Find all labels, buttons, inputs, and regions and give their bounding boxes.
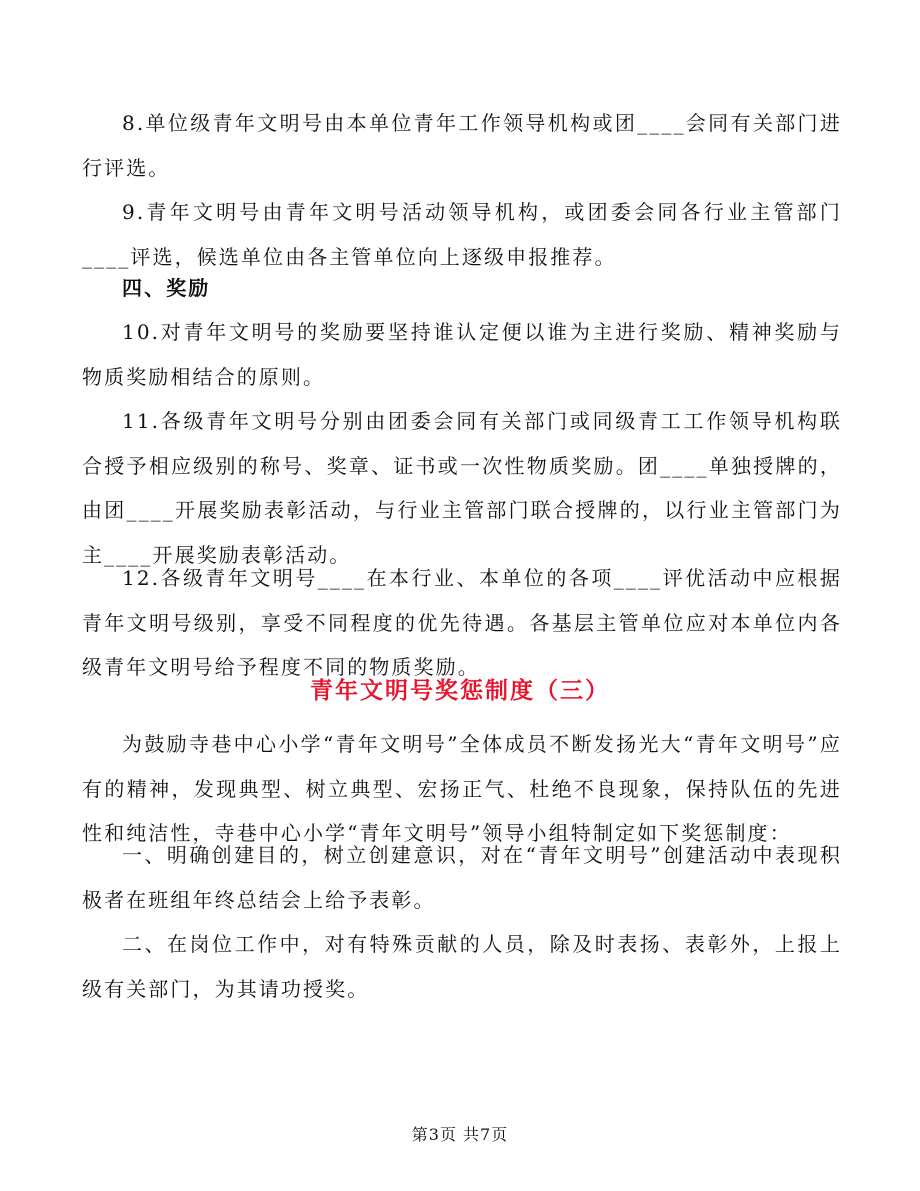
paragraph-item-10: 10.对青年文明号的奖励要坚持谁认定便以谁为主进行奖励、精神奖励与物质奖励相结合的原则。 — [82, 320, 842, 389]
page-number-footer: 第3页 共7页 — [411, 1125, 509, 1144]
rule-paragraph-1: 一、明确创建目的，树立创建意识，对在“青年文明号”创建活动中表现积极者在班组年终总结会上给予表彰。 — [82, 843, 842, 912]
paragraph-item-12: 12.各级青年文明号____在本行业、本单位的各项____评优活动中应根据青年文明号级别，享受不同程度的优先待遇。各基层主管单位应对本单位内各级青年文明号给予程度不同的物质奖励。 — [82, 566, 842, 680]
document-title: 青年文明号奖惩制度（三） — [310, 677, 610, 704]
rule-paragraph-2: 二、在岗位工作中，对有特殊贡献的人员，除及时表扬、表彰外，上报上级有关部门，为其请功授奖。 — [82, 932, 842, 1001]
intro-paragraph: 为鼓励寺巷中心小学“青年文明号”全体成员不断发扬光大“青年文明号”应有的精神，发现典型、树立典型、宏扬正气、杜绝不良现象，保持队伍的先进性和纯洁性，寺巷中心小学“青年文明号”领导小组特制定如下奖惩制度： — [82, 732, 842, 846]
paragraph-item-11: 11.各级青年文明号分别由团委会同有关部门或同级青工工作领导机构联合授予相应级别的称号、奖章、证书或一次性物质奖励。团____单独授牌的，由团____开展奖励表彰活动，与行业主管部门联合授牌的，以行业主管部门为主____开展奖励表彰活动。 — [82, 409, 842, 567]
section-heading-rewards: 四、奖励 — [122, 276, 211, 300]
paragraph-item-8: 8.单位级青年文明号由本单位青年工作领导机构或团____会同有关部门进行评选。 — [82, 111, 842, 180]
paragraph-item-9: 9.青年文明号由青年文明号活动领导机构，或团委会同各行业主管部门____评选，候选单位由各主管单位向上逐级申报推荐。 — [82, 200, 842, 269]
